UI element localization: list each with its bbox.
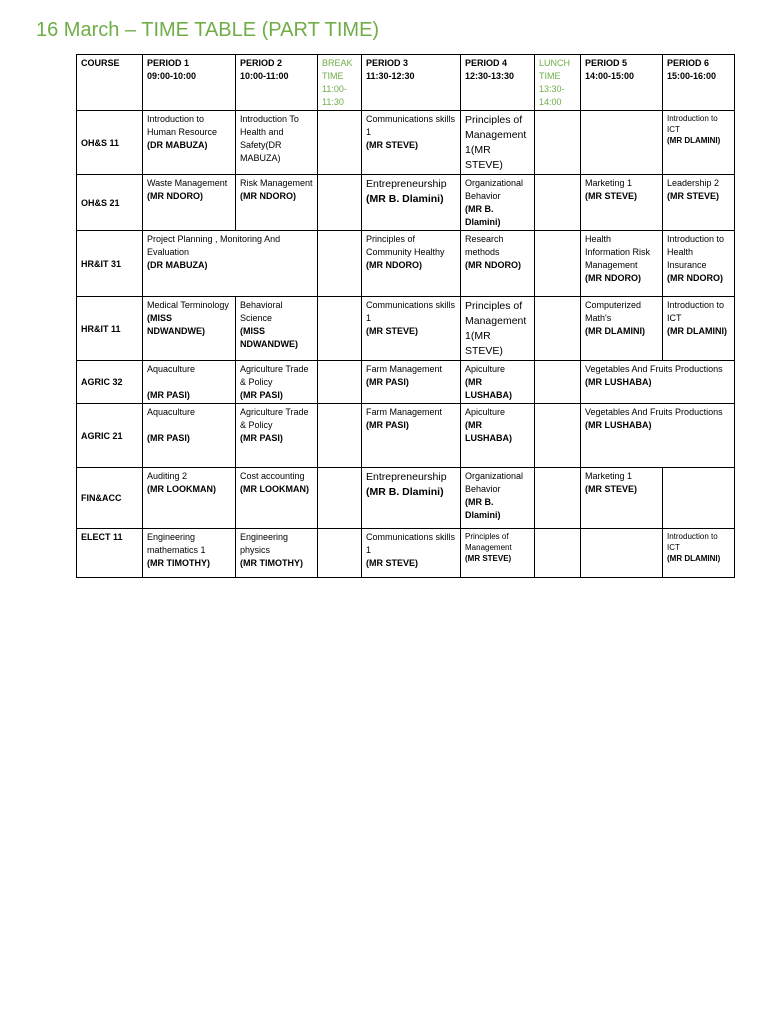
break-cell	[318, 111, 362, 175]
header-period-3: PERIOD 3 11:30-12:30	[362, 55, 461, 111]
period-4-cell: Apiculture (MR LUSHABA)	[461, 361, 535, 404]
break-cell	[318, 361, 362, 404]
period-3-cell: Communications skills 1 (MR STEVE)	[362, 297, 461, 361]
lunch-cell	[535, 361, 581, 404]
timetable	[76, 54, 735, 578]
header-period-2: PERIOD 2 10:00-11:00	[236, 55, 318, 111]
header-period-6: PERIOD 6 15:00-16:00	[663, 55, 735, 111]
period-6-cell: Introduction to ICT (MR DLAMINI)	[663, 111, 735, 175]
lunch-cell	[535, 404, 581, 468]
course-cell: OH&S 11	[77, 111, 143, 175]
period-2-cell: Risk Management (MR NDORO)	[236, 175, 318, 231]
period-1-cell: Engineering mathematics 1 (MR TIMOTHY)	[143, 529, 236, 578]
period-2-cell: Agriculture Trade & Policy (MR PASI)	[236, 404, 318, 468]
header-period-1: PERIOD 1 09:00-10:00	[143, 55, 236, 111]
period-2-cell: Cost accounting (MR LOOKMAN)	[236, 468, 318, 529]
break-cell	[318, 297, 362, 361]
break-cell	[318, 468, 362, 529]
period-1-cell: Waste Management (MR NDORO)	[143, 175, 236, 231]
course-cell: AGRIC 32	[77, 361, 143, 404]
period-6-cell: Introduction to ICT (MR DLAMINI)	[663, 297, 735, 361]
period-5-6-cell: Vegetables And Fruits Productions (MR LUSHABA)	[581, 361, 735, 404]
table-row	[77, 404, 735, 468]
period-3-cell: Farm Management (MR PASI)	[362, 361, 461, 404]
period-4-cell: Organizational Behavior (MR B. Dlamini)	[461, 468, 535, 529]
table-row	[77, 468, 735, 529]
lunch-cell	[535, 231, 581, 297]
period-2-cell: Introduction To Health and Safety(DR MABUZA)	[236, 111, 318, 175]
period-6-cell: Introduction to Health Insurance (MR NDORO)	[663, 231, 735, 297]
period-4-cell: Principles of Management (MR STEVE)	[461, 529, 535, 578]
period-3-cell: Entrepreneurship (MR B. Dlamini)	[362, 175, 461, 231]
period-1-2-cell: Project Planning , Monitoring And Evaluation (DR MABUZA)	[143, 231, 318, 297]
course-cell: OH&S 21	[77, 175, 143, 231]
period-5-cell	[581, 111, 663, 175]
course-cell: HR&IT 11	[77, 297, 143, 361]
page-title: 16 March – TIME TABLE (PART TIME)	[36, 19, 380, 41]
period-2-cell: Agriculture Trade & Policy (MR PASI)	[236, 361, 318, 404]
break-cell	[318, 404, 362, 468]
period-3-cell: Communications skills 1 (MR STEVE)	[362, 529, 461, 578]
header-period-4: PERIOD 4 12:30-13:30	[461, 55, 535, 111]
lunch-cell	[535, 111, 581, 175]
period-5-cell	[581, 529, 663, 578]
period-5-cell: Marketing 1 (MR STEVE)	[581, 468, 663, 529]
course-cell: HR&IT 31	[77, 231, 143, 297]
period-6-cell	[663, 468, 735, 529]
course-cell: AGRIC 21	[77, 404, 143, 468]
header-break: BREAK TIME 11:00-11:30	[318, 55, 362, 111]
course-cell: ELECT 11	[77, 529, 143, 578]
lunch-cell	[535, 175, 581, 231]
table-row	[77, 361, 735, 404]
period-1-cell: Medical Terminology (MISS NDWANDWE)	[143, 297, 236, 361]
break-cell	[318, 529, 362, 578]
period-3-cell: Principles of Community Healthy (MR NDORO)	[362, 231, 461, 297]
period-5-cell: Marketing 1 (MR STEVE)	[581, 175, 663, 231]
period-3-cell: Entrepreneurship (MR B. Dlamini)	[362, 468, 461, 529]
period-2-cell: Engineering physics (MR TIMOTHY)	[236, 529, 318, 578]
table-row	[77, 111, 735, 175]
lunch-cell	[535, 529, 581, 578]
period-4-cell: Apiculture (MR LUSHABA)	[461, 404, 535, 468]
period-2-cell: Behavioral Science (MISS NDWANDWE)	[236, 297, 318, 361]
period-6-cell: Introduction to ICT (MR DLAMINI)	[663, 529, 735, 578]
course-cell: FIN&ACC	[77, 468, 143, 529]
period-1-cell: Introduction to Human Resource (DR MABUZA)	[143, 111, 236, 175]
period-1-cell: Auditing 2 (MR LOOKMAN)	[143, 468, 236, 529]
period-1-cell: Aquaculture (MR PASI)	[143, 404, 236, 468]
table-row	[77, 297, 735, 361]
lunch-cell	[535, 297, 581, 361]
lunch-cell	[535, 468, 581, 529]
period-5-cell: Computerized Math's (MR DLAMINI)	[581, 297, 663, 361]
header-lunch: LUNCH TIME 13:30-14:00	[535, 55, 581, 111]
period-5-6-cell: Vegetables And Fruits Productions (MR LUSHABA)	[581, 404, 735, 468]
period-3-cell: Communications skills 1 (MR STEVE)	[362, 111, 461, 175]
period-3-cell: Farm Management (MR PASI)	[362, 404, 461, 468]
period-1-cell: Aquaculture (MR PASI)	[143, 361, 236, 404]
period-4-cell: Research methods (MR NDORO)	[461, 231, 535, 297]
header-row	[77, 55, 735, 111]
header-period-5: PERIOD 5 14:00-15:00	[581, 55, 663, 111]
period-4-cell: Organizational Behavior (MR B. Dlamini)	[461, 175, 535, 231]
period-5-cell: Health Information Risk Management (MR NDORO)	[581, 231, 663, 297]
table-row	[77, 529, 735, 578]
table-row	[77, 231, 735, 297]
header-course: COURSE	[77, 55, 143, 111]
break-cell	[318, 175, 362, 231]
break-cell	[318, 231, 362, 297]
period-4-cell: Principles of Management 1(MR STEVE)	[461, 297, 535, 361]
table-row	[77, 175, 735, 231]
period-4-cell: Principles of Management 1(MR STEVE)	[461, 111, 535, 175]
period-6-cell: Leadership 2 (MR STEVE)	[663, 175, 735, 231]
